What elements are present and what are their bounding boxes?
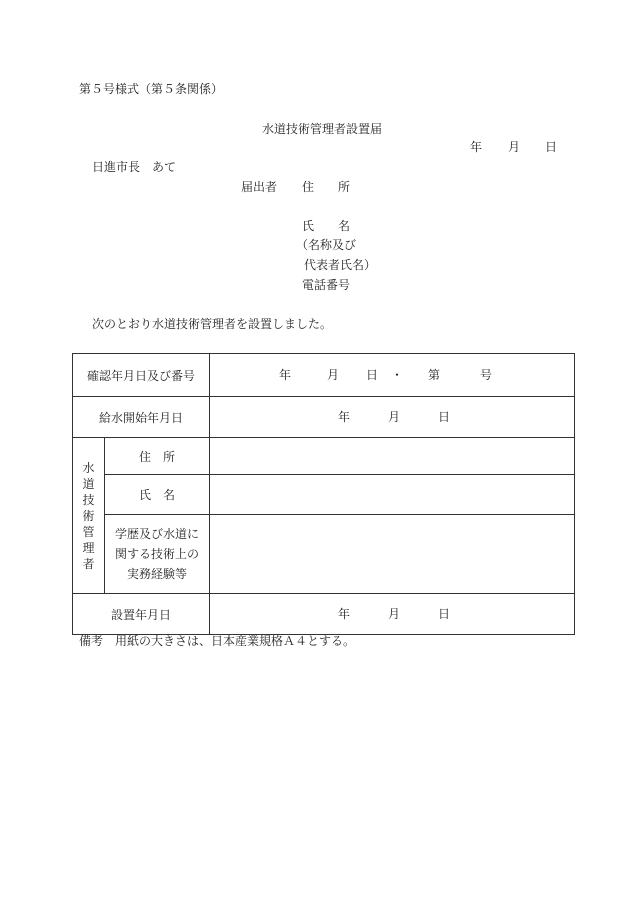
applicant-name-note-1: （名称及び xyxy=(296,238,357,252)
experience-line-2: 関する技術上の xyxy=(115,547,200,561)
footnote: 備考 用紙の大きさは、日本産業規格Ａ４とする。 xyxy=(79,634,356,648)
manager-address-field[interactable] xyxy=(210,438,575,475)
install-day: 日 xyxy=(438,607,451,621)
experience-line-3: 実務経験等 xyxy=(127,567,188,581)
install-label: 設置年月日 xyxy=(73,594,210,635)
confirm-dai: 第 xyxy=(428,368,441,382)
manager-char-3: 技 xyxy=(82,492,95,507)
supply-month: 月 xyxy=(388,410,401,424)
addressee: 日進市長 あて xyxy=(92,160,177,174)
confirm-label: 確認年月日及び番号 xyxy=(73,354,210,397)
applicant-address-label: 住 所 xyxy=(302,180,351,194)
manager-vertical-label xyxy=(73,438,105,594)
date-month-label: 月 xyxy=(508,140,521,154)
install-row xyxy=(73,594,575,635)
confirm-dot: ・ xyxy=(391,368,404,382)
manager-experience-label xyxy=(105,515,210,594)
supply-row xyxy=(73,397,575,438)
applicant-name-label: 氏 名 xyxy=(302,219,351,233)
confirm-row xyxy=(73,354,575,397)
supply-day: 日 xyxy=(438,410,451,424)
registration-table xyxy=(72,353,575,635)
manager-char-7: 者 xyxy=(82,556,95,571)
manager-name-label: 氏 名 xyxy=(105,475,210,515)
supply-label: 給水開始年月日 xyxy=(73,397,210,438)
date-year-label: 年 xyxy=(470,140,483,154)
supply-year: 年 xyxy=(338,410,351,424)
confirm-month: 月 xyxy=(327,368,340,382)
confirm-go: 号 xyxy=(480,368,493,382)
date-day-label: 日 xyxy=(545,140,558,154)
install-year: 年 xyxy=(338,607,351,621)
manager-char-5: 管 xyxy=(82,524,95,539)
form-number: 第５号様式（第５条関係） xyxy=(79,82,224,96)
applicant-phone-label: 電話番号 xyxy=(302,278,351,292)
install-value-cell[interactable] xyxy=(210,594,575,635)
statement: 次のとおり水道技術管理者を設置しました。 xyxy=(92,317,333,331)
manager-experience-row xyxy=(73,515,575,594)
manager-char-2: 道 xyxy=(82,476,95,491)
applicant-label: 届出者 xyxy=(241,180,278,194)
manager-address-label: 住 所 xyxy=(105,438,210,475)
confirm-year: 年 xyxy=(279,368,292,382)
supply-value-cell[interactable] xyxy=(210,397,575,438)
manager-char-1: 水 xyxy=(82,460,95,475)
manager-name-row xyxy=(73,475,575,515)
confirm-value-cell[interactable] xyxy=(210,354,575,397)
manager-experience-field[interactable] xyxy=(210,515,575,594)
applicant-name-note-2: 代表者氏名） xyxy=(304,258,377,272)
install-month: 月 xyxy=(388,607,401,621)
manager-address-row xyxy=(73,438,575,475)
manager-name-field[interactable] xyxy=(210,475,575,515)
document-title: 水道技術管理者設置届 xyxy=(262,122,383,136)
confirm-day: 日 xyxy=(366,368,379,382)
manager-char-4: 術 xyxy=(82,508,95,523)
manager-char-6: 理 xyxy=(82,540,95,555)
experience-line-1: 学歴及び水道に xyxy=(115,527,200,541)
